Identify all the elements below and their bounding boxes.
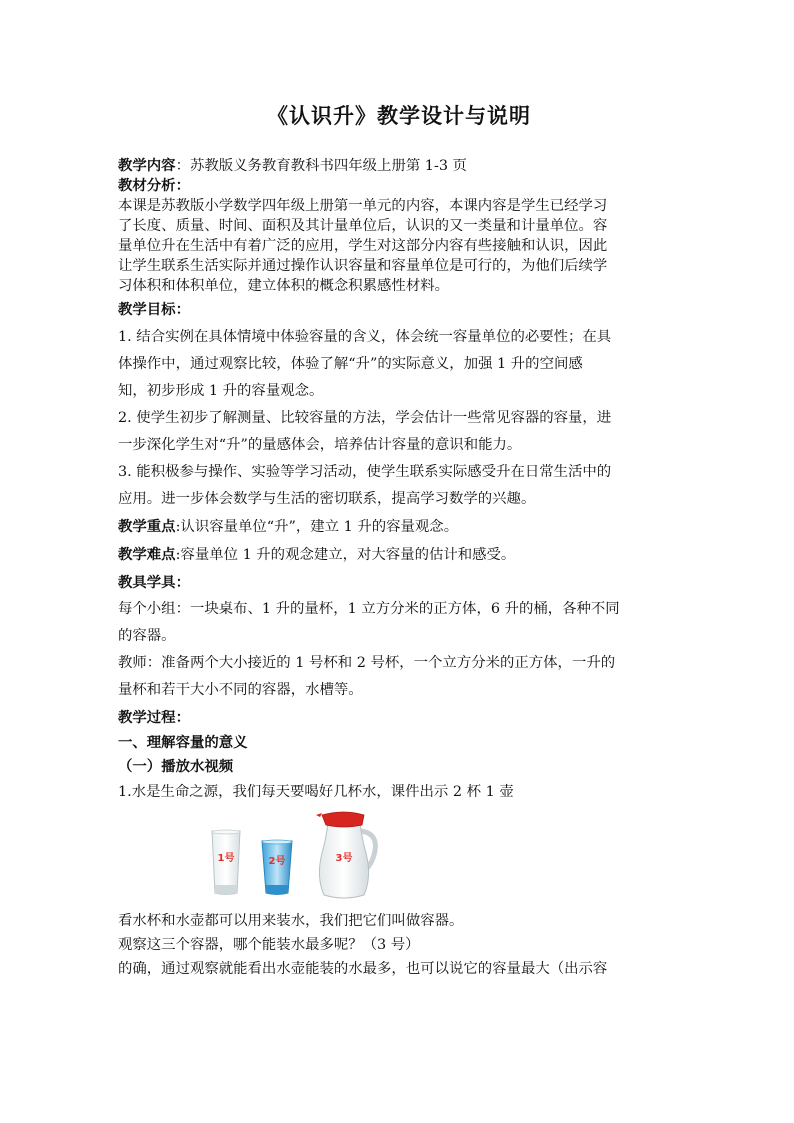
process-line: 看水杯和水壶都可以用来装水，我们把它们叫做容器。 [118, 913, 464, 929]
analysis-line: 习体积和体积单位，建立体积的概念积累感性材料。 [118, 278, 449, 294]
goal-line: 2. 使学生初步了解测量、比较容量的方法，学会估计一些常见容器的容量，进 [118, 410, 612, 426]
goal-line: 一步深化学生对“升”的量感体会，培养估计容量的意识和能力。 [118, 437, 522, 453]
section-1-heading: 一、理解容量的意义 [118, 734, 248, 751]
process-heading: 教学过程： [118, 709, 190, 726]
key-point-text: :认识容量单位“升”，建立 1 升的容量观念。 [175, 519, 459, 535]
analysis-line: 了长度、质量、时间、面积及其计量单位后，认识的又一类量和计量单位。容 [118, 218, 608, 234]
goal-line: 3. 能积极参与操作、实验等学习活动，使学生联系实际感受升在日常生活中的 [118, 464, 612, 480]
goal-line: 知，初步形成 1 升的容量观念。 [118, 383, 324, 399]
cup-1-label: 1号 [217, 853, 235, 864]
goal-line: 体操作中，通过观察比较，体验了解“升”的实际意义，加强 1 升的空间感 [118, 356, 583, 372]
pitcher-3-label: 3号 [335, 853, 353, 864]
process-line: 的确，通过观察就能看出水壶能装的水最多，也可以说它的容量最大（出示容 [118, 961, 608, 977]
section-1-1-heading: （一）播放水视频 [118, 758, 234, 775]
difficulty-label: 教学难点 [118, 546, 176, 563]
cup-1-image [210, 829, 242, 897]
step-1-text: 1.水是生命之源，我们每天要喝好几杯水，课件出示 2 杯 1 壶 [118, 784, 514, 800]
key-point [118, 513, 680, 541]
tools-heading: 教具学具： [118, 574, 190, 591]
analysis-line: 让学生联系生活实际并通过操作认识容量和容量单位是可行的，为他们后续学 [118, 258, 608, 274]
tools-line: 的容器。 [118, 628, 176, 644]
analysis-heading: 教材分析： [118, 177, 190, 194]
pitcher-3-image [314, 809, 380, 901]
goals-list [118, 324, 680, 513]
document-page [118, 100, 680, 981]
tools-paragraph [118, 596, 680, 704]
containers-illustration [118, 809, 680, 905]
tools-line: 教师：准备两个大小接近的 1 号杯和 2 号杯，一个立方分米的正方体，一升的 [118, 655, 616, 671]
document-title: 《认识升》教学设计与说明 [267, 103, 531, 128]
cup-2-image [260, 839, 294, 897]
tools-line: 量杯和若干大小不同的容器，水槽等。 [118, 682, 363, 698]
process-line: 观察这三个容器，哪个能装水最多呢？（3 号） [118, 937, 420, 953]
key-point-label: 教学重点 [118, 518, 176, 535]
goal-line: 应用。进一步体会数学与生活的密切联系，提高学习数学的兴趣。 [118, 491, 536, 507]
teaching-content-text: ：苏教版义务教育教科书四年级上册第 1-3 页 [175, 158, 467, 174]
goal-line: 1. 结合实例在具体情境中体验容量的含义，体会统一容量单位的必要性；在具 [118, 329, 612, 345]
tools-line: 每个小组：一块桌布、1 升的量杯，1 立方分米的正方体，6 升的桶，各种不同 [118, 601, 620, 617]
goals-heading: 教学目标： [118, 301, 190, 318]
analysis-paragraph [118, 196, 680, 296]
teaching-content-label: 教学内容 [118, 157, 176, 174]
difficulty-text: :容量单位 1 升的观念建立，对大容量的估计和感受。 [175, 547, 516, 563]
analysis-line: 本课是苏教版小学数学四年级上册第一单元的内容，本课内容是学生已经学习 [118, 198, 608, 214]
difficulty [118, 541, 680, 569]
teaching-content [118, 156, 680, 176]
analysis-line: 量单位升在生活中有着广泛的应用，学生对这部分内容有些接触和认识，因此 [118, 238, 608, 254]
cup-2-label: 2号 [268, 856, 286, 867]
